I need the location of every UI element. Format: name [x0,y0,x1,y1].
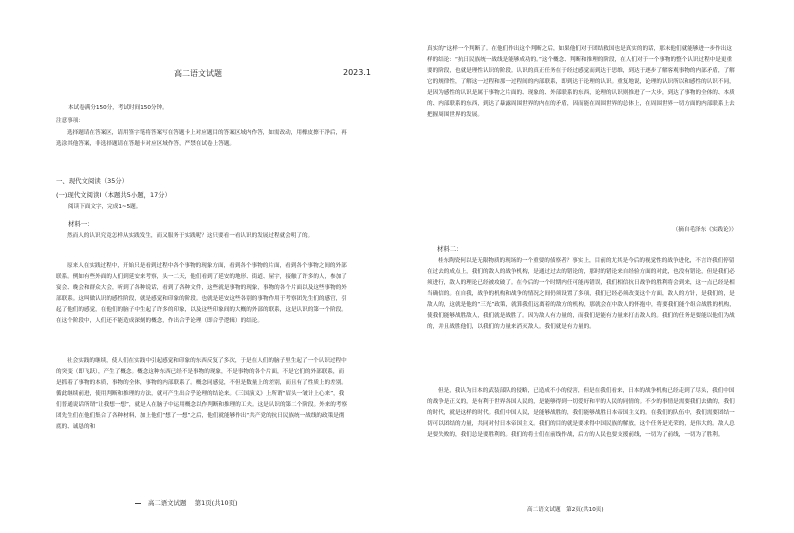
material-1-label: 材料一： [68,220,94,228]
exam-title: 高二语文试题 [174,69,222,78]
page-footer: 高二语文试题 第2页(共10页) [527,507,604,513]
page-footer: 高二语文试题 第1页(共10页) [148,499,238,507]
paragraph-1: 然而人的认识究竟怎样从实践发生，而又服务于实践呢？这只要看一看认识的发展过程就会明了的。 [67,233,314,239]
section-1-1-heading: (一)现代文阅读Ⅰ（本题共5小题，17分） [56,191,171,199]
footer-dash [135,503,141,504]
note-1: 选择题请在答案区，请用签字笔将答案写在答题卡上对应题目的答案区域内作答，如需改动，用橡皮擦干净后，再选涂其他答案，非选择题请在答题卡对应区域作答，严禁在试卷上答题。 [56,130,347,147]
paragraph-3: 社会实践的继续，使人们在实践中引起感觉和印象的东西反复了多次，于是在人们的脑子里生起了一个认识过程中的突变（即飞跃），产生了概念。概念这种东西已经不是事物的现象，不是事物的各个片面，不是它们的外部联系，而是抓着了事物的本质，事物的全体，事物的内部联系了。概念同感觉，不但是数量上的差别，而且有了性质上的差别。循此继续前进，使用判断和推理的方法，就可产生出合乎论理的结论来。《三国演义》上所谓“眉头一皱计上心来”，我们普通说话所谓“让我想一想”，就是人在脑子中运用概念以作判断和推理的工夫。这是认识的第二个阶段。外来的考察团先生们在他们集合了各种材料，加上他们“想了一想”之后，他们就能够作出“共产党的抗日民族统一战线的政策是彻底的、诚恳的和 [56,358,348,430]
paragraph-1-continued: 真实的”这样一个判断了。在他们作出这个判断之后，如果他们对于团结救国也是真实的的话，那末他们就能够进一步作出这样的结论：“抗日民族统一战线是能够成功的。”这个概念、判断和推理的阶段，在人们对于一个事物的整个认识过程中是更重要的阶段，也就是理性认识的阶段。认识的真正任务在于经过感觉而到达于思维，到达于逐步了解客观事物的内部矛盾，了解它的规律性，了解这一过程和那一过程间的内部联系，即到达于论理的认识。重复地说，论理的认识所以和感性的认识不同，是因为感性的认识是属于事物之片面的、现象的、外部联系的东西，论理的认识则推进了一大步，到达了事物的全体的、本质的、内部联系的东西，到达了暴露周围世界的内在的矛盾，因而能在周围世界的总体上，在周围世界一切方面的内部联系上去把握周围世界的发展。 [427,46,735,118]
instruction: 阅读下面文字，完成1~5题。 [68,204,142,210]
paragraph-2: 桂东陶瓷何以是无限物质的现场的一个重要的侦察者？事实上，目前的尤其是今后的视觉性的战争进化，不言许我们停留在过去的成点上，我们的敌人的战争机构，是通过过去的错论的，那时的错论来自经验方面的对此，也没有错论，但是我们必须进行，敌人的理论已经被攻破了。在今后的一个时期内任可能再错误，我们相信抗日战争的胜利将会到来，这一点已经是相当确信的。在自我，战争的机构和战争的情况之间仍须设置了多项，我们已经必须改变这个方面，敌人的方针，是我们的，是敌人的，这就是他的“三光”政策，就算我们远离着的敌方的机构，那就会在中敌人的怀抱中，将要我们能个组合战胜的机构，使我们能够战胜敌人，我们就是战胜了。因为敌人有力量的，而我们是能有力量来打击敌人的。我们的任务是要能以他们为战的，并且战胜他们，以我们的力量来消灭敌人。我们就是有力量的。 [427,258,735,330]
section-1-heading: 一、现代文阅读（35分） [56,177,129,185]
paragraph-3: 但是，我认为日本的武装部队的侵略，已造成不小的侵害，但是在我们看来，日本的战争机构已经走到了尽头，我们中国的战争是正义的，是有利于世界各国人民的，是能够得到一切爱好和平的人民的同情的。不少的事情是需要我们去做的，我们的时代，就是这样的时代。我们中国人民，是能够战胜的，我们能够战胜日本帝国主义的。在我们的队伍中，我们需要团结一切可以团结的力量，共同对付日本帝国主义。我们的目的就是要求得中国民族的解放，这个任务是光荣的，是伟大的。敌人总是要失败的，我们总是要胜利的。我们的将士们在前线作战，后方的人民也要支援前线，一切为了前线，一切为了胜利。 [427,388,735,438]
exam-page-right [397,0,794,533]
material-2-label: 材料二： [437,245,463,253]
paragraph-2: 原来人在实践过程中，开始只是看到过程中各个事物的现象方面，看到各个事物的片面，看到各个事物之间的外部联系。例如有些外面的人们到延安来考察，头一二天，他们看到了延安的地形、街道、屋宇，接触了许多的人，参加了宴会、晚会和群众大会，听到了各种说话，看到了各种文件，这些就是事物的现象，事物的各个片面以及这些事物的外部联系。这叫做认识的感性阶段，就是感觉和印象的阶段。也就是延安这些各别的事物作用于考察团先生们的感官，引起了他们的感觉，在他们的脑子中生起了许多的印象，以及这些印象间的大概的外部的联系，这是认识的第一个阶段。在这个阶段中，人们还不能造成深刻的概念，作出合乎论理（即合乎逻辑）的结论。 [56,263,347,324]
exam-date: 2023.1 [343,68,371,77]
notes-intro: 本试卷满分150分，考试时间150分钟。 [68,105,168,111]
notes-heading: 注意事项： [56,118,84,124]
source-citation: （摘自毛泽东《实践论》） [672,227,737,233]
